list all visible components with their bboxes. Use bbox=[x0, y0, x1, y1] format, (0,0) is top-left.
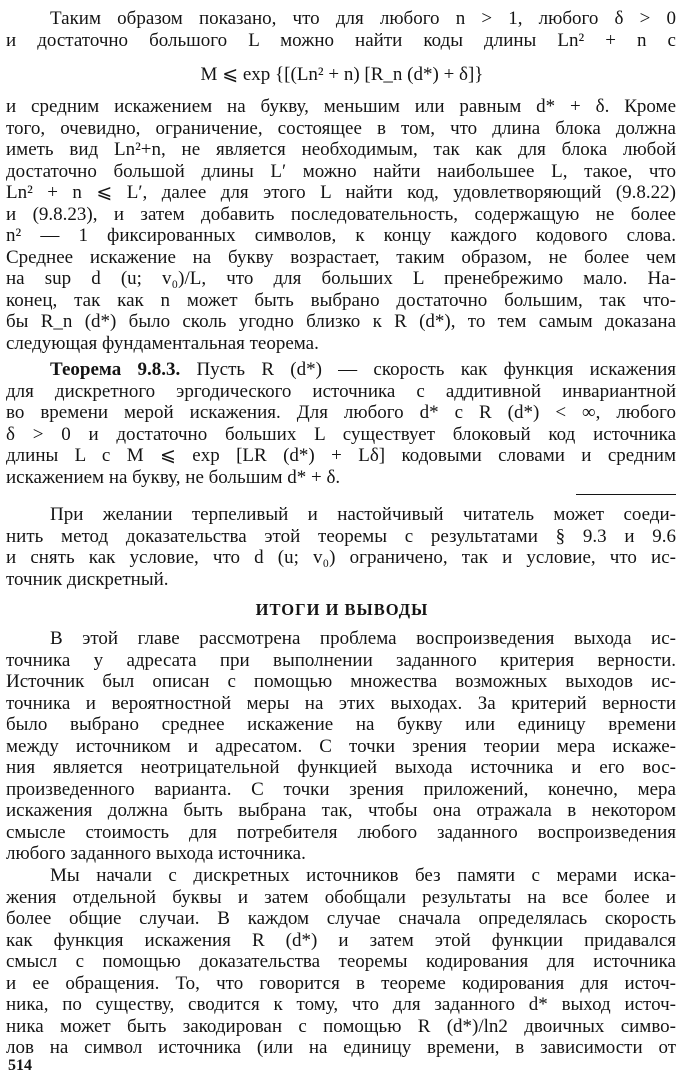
text-line: ника, по существу, сводится к тому, что для заданного d* выход источ- bbox=[6, 994, 676, 1015]
text-line bbox=[6, 359, 676, 381]
text-line: лов на символ источника (или на единицу времени, в зависимости от bbox=[6, 1037, 676, 1058]
text-line: δ > 0 и достаточно больших L существует блоковый код источника bbox=[6, 423, 676, 445]
text-line: на sup d (u; v₀)/L, что для больших L пренебрежимо мало. На- bbox=[6, 268, 676, 289]
text-line: между источником и адресатом. С точки зрения теории мера искаже- bbox=[6, 735, 676, 757]
text-line: и достаточно большого L можно найти коды длины Ln² + n с bbox=[6, 29, 676, 51]
remark-paragraph bbox=[6, 504, 676, 590]
text-line: для дискретного эргодического источника с аддитивной инвариантной bbox=[6, 380, 676, 402]
text-line: следующая фундаментальная теорема. bbox=[6, 332, 319, 354]
text-line: смысле стоимость для потребителя любого заданного воспроизведения bbox=[6, 821, 676, 843]
text-line: В этой главе рассмотрена проблема воспроизведения выхода ис- bbox=[50, 628, 676, 649]
text-line: ния является неотрицательной функцией выхода источника и его вос- bbox=[6, 757, 676, 778]
text-line: Мы начали с дискретных источников без памяти с мерами иска- bbox=[50, 865, 676, 886]
text-line: и снять как условие, что d (u; v₀) ограничено, так и условие, что ис- bbox=[6, 547, 676, 568]
text-line: Среднее искажение на букву возрастает, таким образом, не более чем bbox=[6, 246, 676, 268]
text-line: n² — 1 фиксированных символов, к концу каждого кодового слова. bbox=[6, 225, 676, 246]
text-line: и (9.8.23), и затем добавить последовательность, содержащую не более bbox=[6, 203, 676, 225]
text-line: жения отдельной буквы и затем обобщали результаты на все более и bbox=[6, 886, 676, 908]
text-line: При желании терпеливый и настойчивый читатель может соеди- bbox=[50, 504, 676, 525]
text-line: бы R_n (d*) было сколь угодно близко к R (d*), то тем самым доказана bbox=[6, 311, 676, 332]
text-line: точника у адресата при выполнении заданного критерия верности. bbox=[6, 649, 676, 671]
text-line: длины L с M ⩽ exp [LR (d*) + Lδ] кодовыми словами и средним bbox=[6, 445, 676, 466]
text-line: точника и вероятностной меры на этих выходах. За критерий верности bbox=[6, 692, 676, 714]
text-line: любого заданного выхода источника. bbox=[6, 843, 306, 864]
end-of-proof-rule bbox=[576, 494, 676, 495]
summary-paragraph-2 bbox=[6, 865, 676, 1059]
theorem-label: Теорема 9.8.3. bbox=[50, 359, 181, 380]
intro-paragraph bbox=[6, 8, 676, 51]
summary-paragraph-1 bbox=[6, 628, 676, 865]
text-line: достаточно большой длины L′ можно найти наибольшее L, такое, что bbox=[6, 160, 676, 182]
text-line: нить метод доказательства этой теоремы с результатами § 9.3 и 9.6 bbox=[6, 525, 676, 547]
section-heading: ИТОГИ И ВЫВОДЫ bbox=[255, 600, 429, 619]
display-formula: M ⩽ exp {[(Ln² + n) [R_n (d*) + δ]} bbox=[200, 64, 484, 85]
text-line: произведенного варианта. С точки зрения приложений, конечно, мера bbox=[6, 778, 676, 800]
text-line: ника может быть закодирован с помощью R (d*)/ln2 двоичных симво- bbox=[6, 1015, 676, 1037]
text-line: во времени мерой искажения. Для любого d* с R (d*) < ∞, любого bbox=[6, 402, 676, 423]
text-line: как функция искажения R (d*) и затем этой функции придавался bbox=[6, 929, 676, 951]
text-line: точник дискретный. bbox=[6, 568, 169, 590]
text-line: смысл с помощью доказательства теоремы кодирования для источника bbox=[6, 951, 676, 972]
text-line: Ln² + n ⩽ L′, далее для этого L найти код, удовлетворяющий (9.8.22) bbox=[6, 182, 676, 203]
text-line: того, очевидно, ограничение, состоящее в том, что длина блока должна bbox=[6, 117, 676, 139]
text-line: Источник был описан с помощью множества возможных выходов ис- bbox=[6, 671, 676, 692]
proof-paragraph bbox=[6, 96, 676, 354]
text-line: конец, так как n может быть выбрано достаточно большим, так что- bbox=[6, 289, 676, 311]
theorem-text: Пусть R (d*) — скорость как функция искажения bbox=[180, 359, 676, 380]
text-line: более общие случаи. В каждом случае сначала определялась скорость bbox=[6, 908, 676, 929]
page-number: 514 bbox=[8, 1057, 32, 1074]
text-line: и средним искажением на букву, меньшим или равным d* + δ. Кроме bbox=[6, 96, 676, 117]
text-line: искажением на букву, не большим d* + δ. bbox=[6, 466, 341, 488]
text-line: иметь вид Ln²+n, не является необходимым, так как для блока любой bbox=[6, 139, 676, 160]
text-line: было выбрано среднее искажение на букву или единицу времени bbox=[6, 714, 676, 735]
text-line: Таким образом показано, что для любого n > 1, любого δ > 0 bbox=[50, 8, 676, 29]
text-line: искажения должна быть выбрана так, чтобы она отражала в некотором bbox=[6, 800, 676, 821]
theorem-paragraph bbox=[6, 359, 676, 488]
text-line: и ее обращения. То, что говорится в теореме кодирования для источ- bbox=[6, 972, 676, 994]
